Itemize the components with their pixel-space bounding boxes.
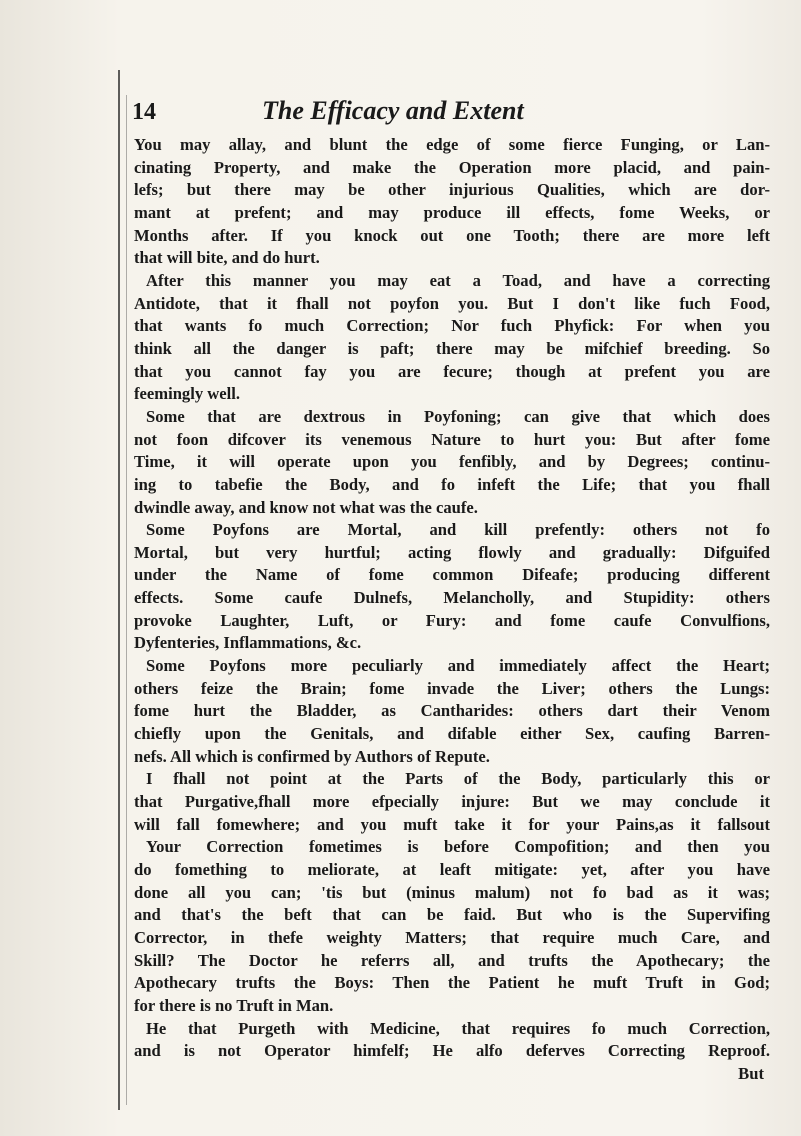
- text-line: Time, it will operate upon you fenfibly, and by Degrees; continu-: [134, 452, 770, 472]
- text-line: provoke Laughter, Luft, or Fury: and fome caufe Convulfions,: [134, 610, 770, 630]
- text-line: others feize the Brain; fome invade the Liver; others the Lungs:: [134, 678, 770, 698]
- body-text: [134, 134, 770, 1086]
- text-line: ing to tabefie the Body, and fo infeft the Life; that you fhall: [134, 474, 770, 494]
- text-line: lefs; but there may be other injurious Qualities, which are dor-: [134, 180, 770, 200]
- text-line: Mortal, but very hurtful; acting flowly and gradually: Difguifed: [134, 542, 770, 562]
- text-line: Dyfenteries, Inflammations, &c.: [134, 633, 362, 653]
- text-line: After this manner you may eat a Toad, and have a correcting: [146, 270, 770, 290]
- text-line: Some that are dextrous in Poyfoning; can give that which does: [146, 406, 770, 426]
- text-line: that will bite, and do hurt.: [134, 248, 320, 268]
- text-line: mant at prefent; and may produce ill effects, fome Weeks, or: [134, 202, 770, 222]
- text-line: Some Poyfons are Mortal, and kill prefently: others not fo: [146, 520, 770, 540]
- text-line: and is not Operator himfelf; He alfo deferves Correcting Reproof.: [134, 1041, 770, 1061]
- text-line: that Purgative,fhall more efpecially injure: But we may conclude it: [134, 792, 770, 812]
- text-line: for there is no Truft in Man.: [134, 995, 334, 1015]
- text-line: that wants fo much Correction; Nor fuch Phyfick: For when you: [134, 316, 770, 336]
- page-edge-shadow: [126, 95, 127, 1105]
- text-line: Apothecary trufts the Boys: Then the Patient he muft Truft in God;: [134, 973, 770, 993]
- text-line: Corrector, in thefe weighty Matters; that require much Care, and: [134, 927, 770, 947]
- catchword: But: [738, 1063, 764, 1083]
- text-line: not foon difcover its venemous Nature to hurt you: But after fome: [134, 429, 770, 449]
- text-line: I fhall not point at the Parts of the Body, particularly this or: [146, 769, 770, 789]
- text-line: nefs. All which is confirmed by Authors of Repute.: [134, 746, 490, 766]
- text-line: Months after. If you knock out one Tooth; there are more left: [134, 225, 770, 245]
- running-title: The Efficacy and Extent: [262, 96, 524, 125]
- text-line: feemingly well.: [134, 384, 240, 404]
- text-line: Your Correction fometimes is before Compofition; and then you: [146, 837, 770, 857]
- text-line: do fomething to meliorate, at leaft mitigate: yet, after you have: [134, 860, 770, 879]
- page-header: [128, 96, 778, 130]
- text-line: He that Purgeth with Medicine, that requires fo much Correction,: [146, 1018, 770, 1038]
- text-line: You may allay, and blunt the edge of some fierce Funging, or Lan-: [134, 135, 770, 154]
- text-line: Skill? The Doctor he referrs all, and trufts the Apothecary; the: [134, 950, 770, 970]
- page-number: 14: [132, 99, 156, 125]
- text-line: and that's the beft that can be faid. But who is the Supervifing: [134, 905, 770, 925]
- text-line: cinating Property, and make the Operation more placid, and pain-: [134, 157, 770, 177]
- text-line: dwindle away, and know not what was the caufe.: [134, 497, 478, 517]
- text-line: think all the danger is paft; there may be mifchief breeding. So: [134, 338, 770, 358]
- text-line: done all you can; 'tis but (minus malum) not fo bad as it was;: [134, 882, 770, 902]
- text-line: Some Poyfons more peculiarly and immediately affect the Heart;: [146, 656, 770, 676]
- text-line: Antidote, that it fhall not poyfon you. But I don't like fuch Food,: [134, 293, 770, 313]
- text-line: fome hurt the Bladder, as Cantharides: others dart their Venom: [134, 701, 770, 721]
- text-line: chiefly upon the Genitals, and difable either Sex, caufing Barren-: [134, 724, 770, 744]
- text-line: effects. Some caufe Dulnefs, Melancholly, and Stupidity: others: [134, 588, 770, 608]
- text-line: will fall fomewhere; and you muft take it for your Pains,as it fallsout: [134, 814, 770, 834]
- text-line: under the Name of fome common Difeafe; producing different: [134, 565, 770, 585]
- page-edge-line: [118, 70, 120, 1110]
- text-line: that you cannot fay you are fecure; though at prefent you are: [134, 361, 770, 381]
